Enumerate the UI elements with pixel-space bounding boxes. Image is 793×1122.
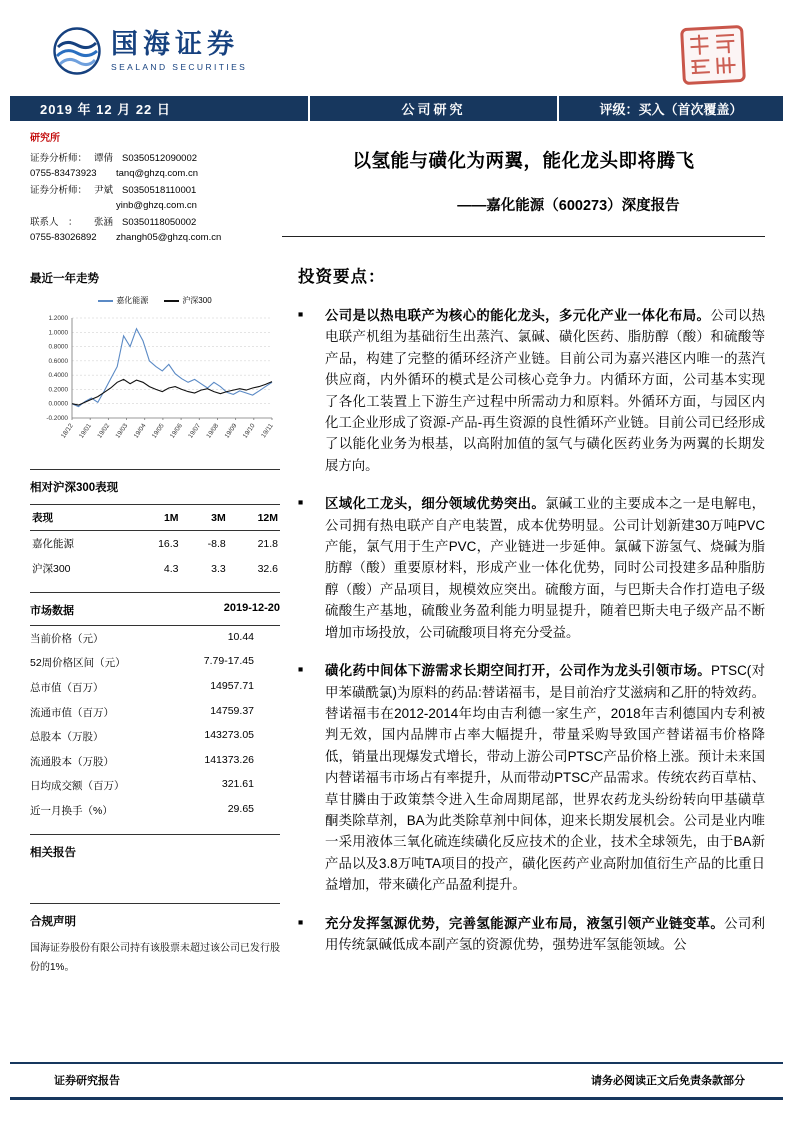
performance-section bbox=[30, 469, 280, 581]
perf-col-header: 3M bbox=[211, 511, 226, 524]
brand-name-en: SEALAND SECURITIES bbox=[111, 61, 248, 72]
rating-badge bbox=[559, 96, 783, 121]
investment-points-heading: 投资要点： bbox=[298, 268, 386, 286]
bullet-square-icon: ■ bbox=[298, 664, 304, 675]
report-title: 以氢能与磺化为两翼，能化龙头即将腾飞 bbox=[352, 150, 695, 171]
svg-text:19/03: 19/03 bbox=[114, 422, 130, 440]
svg-text:19/11: 19/11 bbox=[260, 422, 275, 440]
analyst-block bbox=[30, 131, 282, 247]
analyst-role: 联系人 ： bbox=[30, 217, 78, 228]
footer-rule-bottom bbox=[10, 1097, 783, 1100]
table-row bbox=[30, 556, 280, 581]
report-footer bbox=[10, 1062, 783, 1100]
main-content bbox=[298, 255, 765, 1037]
svg-text:19/05: 19/05 bbox=[150, 422, 166, 440]
legend-label: 沪深300 bbox=[182, 296, 212, 305]
related-reports-section bbox=[30, 834, 280, 892]
performance-table bbox=[30, 504, 280, 581]
market-data-date: 2019-12-20 bbox=[223, 602, 280, 614]
perf-cell: 嘉化能源 bbox=[32, 538, 74, 550]
bullet-square-icon: ■ bbox=[298, 309, 304, 319]
brand bbox=[52, 26, 247, 76]
compliance-text: 国海证券股份有限公司持有该股票未超过该公司已发行股份的1%。 bbox=[30, 942, 280, 974]
analyst-email: yinb@ghzq.com.cn bbox=[116, 200, 197, 211]
legend-swatch-hs300 bbox=[164, 300, 179, 302]
analyst-cert: S0350512090002 bbox=[122, 153, 198, 164]
bullet-square-icon: ■ bbox=[298, 916, 304, 927]
svg-text:0.8000: 0.8000 bbox=[48, 343, 68, 351]
bullet-square-icon: ■ bbox=[298, 497, 304, 508]
red-seal-stamp-icon bbox=[680, 24, 747, 85]
perf-col-header: 1M bbox=[163, 511, 179, 524]
trend-chart-section bbox=[30, 261, 280, 458]
perf-cell: 32.6 bbox=[257, 562, 278, 575]
analyst-phone: 0755-83026892 bbox=[30, 232, 97, 243]
bullet-item bbox=[298, 660, 765, 895]
analyst-role: 证券分析师： bbox=[30, 153, 88, 164]
svg-text:19/06: 19/06 bbox=[168, 422, 184, 440]
market-data-row: 总市值（百万） 14957.71 bbox=[30, 679, 254, 694]
perf-cell: 16.3 bbox=[158, 537, 179, 550]
analyst-cert: S0350518110001 bbox=[122, 185, 197, 196]
bullet-item bbox=[298, 305, 765, 476]
perf-cell: 3.3 bbox=[211, 562, 226, 575]
table-row bbox=[30, 531, 280, 557]
svg-text:19/10: 19/10 bbox=[241, 422, 257, 440]
svg-text:1.2000: 1.2000 bbox=[48, 315, 68, 322]
svg-text:0.0000: 0.0000 bbox=[48, 400, 68, 408]
brand-name-cn: 国海证券 bbox=[111, 28, 239, 59]
analyst-name: 谭倩 bbox=[94, 153, 114, 164]
svg-text:19/01: 19/01 bbox=[78, 422, 93, 440]
legend-item bbox=[98, 295, 148, 306]
sidebar bbox=[30, 255, 280, 1037]
svg-text:0.6000: 0.6000 bbox=[48, 357, 68, 365]
rating-value: 买入（首次覆盖） bbox=[638, 102, 743, 117]
trend-line-chart bbox=[30, 308, 280, 458]
rating-label: 评级： bbox=[599, 102, 639, 117]
bullet-lead: 充分发挥氢源优势，完善氢能源产业布局，液氢引领产业链变革。 bbox=[325, 915, 725, 931]
svg-text:19/04: 19/04 bbox=[132, 422, 148, 440]
bullet-text bbox=[325, 660, 765, 895]
trend-chart-title: 最近一年走势 bbox=[30, 273, 99, 285]
market-data-row: 日均成交额（百万） 321.61 bbox=[30, 778, 254, 793]
svg-text:19/07: 19/07 bbox=[187, 422, 203, 440]
bullet-body: PTSC(对甲苯磺酰氯)为原料的药品:替诺福韦，是目前治疗艾滋病和乙肝的特效药。替诺福韦在2012-2014年均由吉利德一家生产，2018年吉利德国内专利被判无效，国内品牌市占率大幅提升，带量采购导致国产替诺福韦价格降低，销量出现爆发式增长，带动上游公司PTSC产品价格上涨。预计未来国内替诺福韦市场占有率提升，从而带动PTSC产品需求。传统农药百草枯、草甘膦由于政策禁令进入生命周期尾部，世界农药龙头纷纷转向甲基磺草酮类除草剂，BA为此类除草剂中间体，迎来长期发展机会。公司是业内唯一采用液体三氧化硫连续磺化反应技术的企业，技术全球领先，由于BA新产品以及3.8万吨TA项目的投产，磺化医药产业高附加值衍生产品的比重日益增加，带来磺化产品盈利提升。 bbox=[325, 663, 766, 893]
analyst-name: 张涵 bbox=[94, 217, 114, 228]
svg-text:0.4000: 0.4000 bbox=[48, 372, 68, 380]
performance-title: 相对沪深300表现 bbox=[30, 482, 119, 494]
report-header bbox=[0, 0, 793, 96]
bullet-body: 公司以热电联产机组为基础衍生出蒸汽、氯碱、磺化医药、脂肪醇（酸）和硫酸等产品，构建了完整的循环经济产业链。目前公司为嘉兴港区内唯一的蒸汽供应商，内外循环的模式是公司核心竞争力。内循环方面，公司基本实现了各化工装置上下游生产过程中所需动力和原料。外循环方面，与园区内化工企业形成了资源-产品-再生资源的良性循环产业链。目前公司已经形成了以能化业务为根基，以高附加值的氢气与磺化医药业务为两翼的长期发展方向。 bbox=[325, 308, 766, 473]
analyst-role: 证券分析师： bbox=[30, 185, 88, 196]
legend-item bbox=[164, 295, 211, 306]
perf-col-header: 12M bbox=[257, 511, 278, 524]
report-title-block bbox=[282, 131, 765, 237]
perf-cell: 21.8 bbox=[257, 537, 278, 550]
market-data-row: 近一月换手（%） 29.65 bbox=[30, 802, 254, 817]
bullet-item bbox=[298, 493, 765, 643]
chart-legend bbox=[30, 295, 280, 306]
classification-bar bbox=[10, 96, 783, 121]
analyst-cert: S0350118050002 bbox=[122, 217, 197, 228]
perf-cell: 沪深300 bbox=[32, 563, 71, 575]
svg-text:0.2000: 0.2000 bbox=[48, 386, 68, 394]
analyst-email: tanq@ghzq.com.cn bbox=[116, 168, 198, 179]
sealand-logo-icon bbox=[52, 26, 102, 76]
market-data-row: 总股本（万股） 143273.05 bbox=[30, 729, 254, 744]
perf-col-header: 表现 bbox=[32, 512, 53, 524]
analyst-entry bbox=[30, 183, 282, 213]
bullet-body: 氯碱工业的主要成本之一是电解电，公司拥有热电联产自产电装置，成本优势明显。公司计划新建30万吨PVC产能，氯气用于生产PVC，产业链进一步延伸。氯碱下游氢气、烧碱为脂肪醇（酸）重要原材料，形成产业一体化优势，同时公司投建多品种脂肪醇（酸）产品项目，规模效应突出。硫酸方面，与巴斯夫合作打造电子级硫酸生产基地，硫酸业务盈利能力明显提升，随着巴斯夫电子级产品不断增加市场投放，公司硫酸项目将充分受益。 bbox=[325, 496, 766, 640]
report-category: 公司研究 bbox=[310, 96, 557, 121]
bullet-lead: 磺化药中间体下游需求长期空间打开，公司作为龙头引领市场。 bbox=[325, 663, 712, 679]
svg-text:19/08: 19/08 bbox=[205, 422, 221, 440]
bullet-item bbox=[298, 913, 765, 956]
related-reports-title: 相关报告 bbox=[30, 846, 76, 859]
legend-swatch-jiahua bbox=[98, 300, 113, 302]
compliance-title: 合规声明 bbox=[30, 915, 76, 928]
market-data-row: 流通市值（百万） 14759.37 bbox=[30, 704, 254, 719]
market-data-row: 52周价格区间（元） 7.79-17.45 bbox=[30, 655, 254, 670]
footer-left-label: 证券研究报告 bbox=[54, 1075, 120, 1087]
compliance-section bbox=[30, 903, 280, 978]
report-date: 2019 年 12 月 22 日 bbox=[10, 96, 308, 121]
market-data-row: 流通股本（万股） 141373.26 bbox=[30, 753, 254, 768]
analyst-name: 尹斌 bbox=[94, 185, 114, 196]
market-data-title: 市场数据 bbox=[30, 605, 74, 617]
perf-cell: -8.8 bbox=[207, 537, 226, 550]
perf-cell: 4.3 bbox=[163, 562, 179, 575]
bullet-lead: 区域化工龙头，细分领域优势突出。 bbox=[325, 496, 546, 512]
analyst-phone: 0755-83473923 bbox=[30, 168, 97, 179]
brand-text bbox=[111, 28, 248, 72]
svg-text:1.0000: 1.0000 bbox=[48, 329, 68, 337]
bullet-text bbox=[325, 493, 765, 643]
bullet-body: 公司利用传统氯碱低成本副产氢的资源优势，强势进军氢能领域。公 bbox=[325, 915, 766, 952]
report-body bbox=[0, 247, 793, 1037]
bullet-lead: 公司是以热电联产为核心的能化龙头，多元化产业一体化布局。 bbox=[325, 308, 711, 323]
svg-text:19/02: 19/02 bbox=[96, 422, 112, 440]
analyst-email: zhangh05@ghzq.com.cn bbox=[116, 232, 222, 243]
market-data-section bbox=[30, 592, 280, 823]
table-header-row bbox=[30, 505, 280, 531]
svg-text:18/12: 18/12 bbox=[59, 422, 75, 440]
report-subtitle: ——嘉化能源（600273）深度报告 bbox=[457, 198, 680, 214]
market-data-header bbox=[30, 602, 280, 626]
bullet-text bbox=[325, 913, 765, 956]
institute-label: 研究所 bbox=[30, 133, 60, 144]
svg-text:-0.2000: -0.2000 bbox=[46, 415, 68, 422]
analyst-entry bbox=[30, 151, 282, 181]
title-analyst-section bbox=[0, 121, 793, 247]
footer-right-label: 请务必阅读正文后免责条款部分 bbox=[591, 1075, 745, 1087]
legend-label: 嘉化能源 bbox=[116, 296, 149, 305]
analyst-entry bbox=[30, 215, 282, 245]
svg-text:19/09: 19/09 bbox=[223, 422, 239, 440]
bullet-text bbox=[325, 305, 765, 476]
market-data-row: 当前价格（元） 10.44 bbox=[30, 630, 254, 645]
